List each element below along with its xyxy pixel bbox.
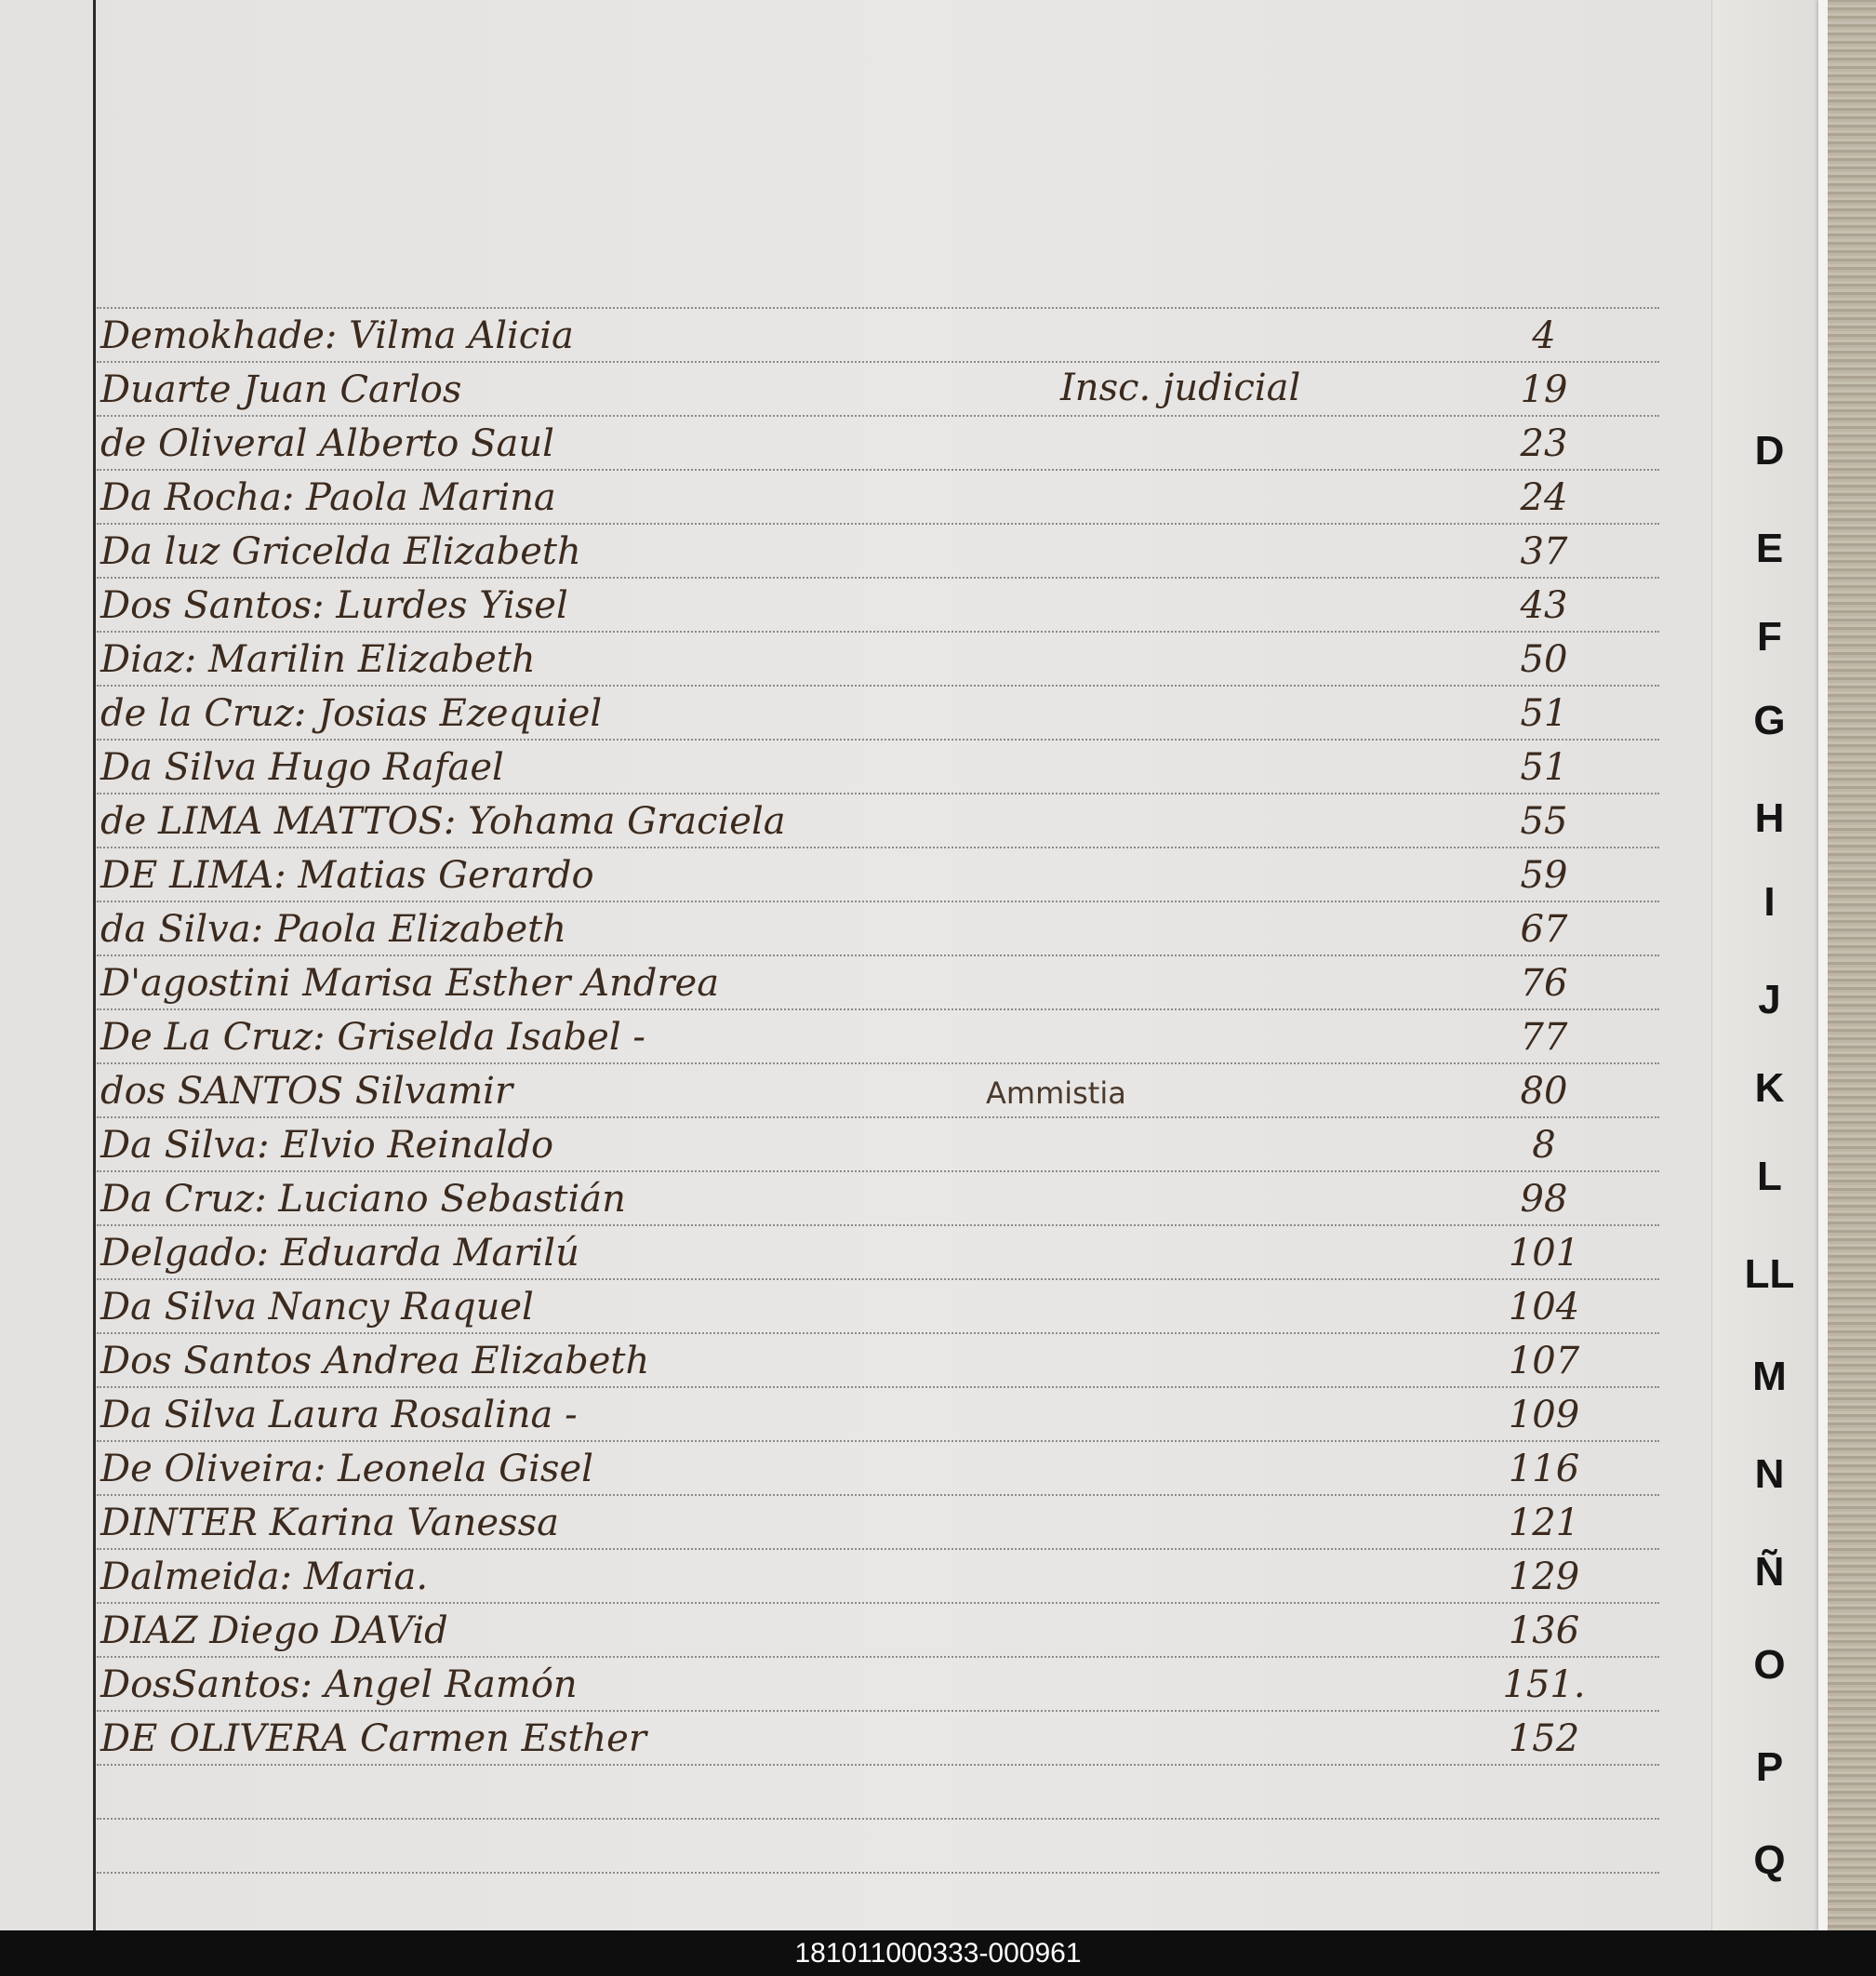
ledger-entry — [0, 1386, 1656, 1438]
entry-name: de la Cruz: Josias Ezequiel — [100, 692, 603, 735]
entry-name: Dos Santos Andrea Elizabeth — [100, 1340, 650, 1382]
entry-page-number: 77 — [1520, 1016, 1568, 1059]
entry-page-number: 55 — [1520, 800, 1568, 843]
entry-name: Da Rocha: Paola Marina — [100, 476, 556, 519]
entry-page-number: 152 — [1508, 1717, 1580, 1760]
index-tab-k[interactable]: K — [1754, 1065, 1785, 1111]
entry-page-number: 98 — [1520, 1178, 1568, 1221]
entry-page-number: 51 — [1520, 746, 1568, 789]
entry-page-number: 43 — [1520, 584, 1568, 627]
index-tab-n[interactable]: N — [1754, 1451, 1785, 1497]
entry-page-number: 101 — [1508, 1232, 1580, 1275]
index-tab-m[interactable]: M — [1752, 1354, 1787, 1399]
index-tab-p[interactable]: P — [1755, 1744, 1784, 1790]
entry-name: DE LIMA: Matias Gerardo — [100, 854, 594, 897]
ledger-entry — [0, 1332, 1656, 1384]
ledger-entry — [0, 901, 1656, 953]
ledger-entry — [0, 523, 1656, 575]
ledger-entry — [0, 1278, 1656, 1330]
entry-name: Demokhade: Vilma Alicia — [100, 314, 574, 357]
index-tab-q[interactable]: Q — [1753, 1837, 1786, 1883]
entry-page-number: 151. — [1502, 1663, 1586, 1706]
ledger-entry — [0, 361, 1656, 413]
ledger-entry — [0, 631, 1656, 683]
entry-page-number: 37 — [1520, 530, 1568, 573]
entry-name: De La Cruz: Griselda Isabel - — [100, 1016, 645, 1059]
ledger-entry — [0, 577, 1656, 629]
ledger-entry — [0, 1008, 1656, 1061]
entry-name: Da Cruz: Luciano Sebastián — [100, 1178, 626, 1221]
entry-page-number: 19 — [1520, 368, 1568, 411]
ledger-entry — [0, 415, 1656, 467]
ledger-entry — [0, 847, 1656, 899]
ruled-line — [97, 1764, 1659, 1766]
index-tab-e[interactable]: E — [1755, 526, 1784, 571]
ledger-entry — [0, 1494, 1656, 1546]
ledger-entry — [0, 1440, 1656, 1492]
index-tab-f[interactable]: F — [1757, 614, 1782, 660]
entry-page-number: 129 — [1508, 1555, 1580, 1598]
entry-name: Da Silva Hugo Rafael — [100, 746, 504, 789]
ledger-entry — [0, 1062, 1656, 1115]
entry-page-number: 50 — [1520, 638, 1568, 681]
ledger-entry — [0, 1224, 1656, 1276]
index-tab-h[interactable]: H — [1754, 795, 1785, 841]
entry-page-number: 51 — [1520, 692, 1568, 735]
entry-name: Da Silva: Elvio Reinaldo — [100, 1124, 554, 1167]
entry-name: Delgado: Eduarda Marilú — [100, 1232, 579, 1275]
entry-page-number: 104 — [1508, 1286, 1580, 1328]
entry-page-number: 4 — [1532, 314, 1556, 357]
ruled-line — [97, 1872, 1659, 1874]
index-tab-j[interactable]: J — [1758, 977, 1781, 1022]
ledger-entry — [0, 1116, 1656, 1168]
entry-name: Dos Santos: Lurdes Yisel — [100, 584, 568, 627]
entry-name: dos SANTOS Silvamir — [100, 1070, 513, 1113]
ledger-entry — [0, 739, 1656, 791]
index-tab-n-tilde[interactable]: Ñ — [1754, 1549, 1785, 1595]
index-tab-l[interactable]: L — [1757, 1154, 1782, 1199]
index-tab-ll[interactable]: LL — [1744, 1251, 1795, 1297]
index-tab-i[interactable]: I — [1763, 879, 1776, 925]
entry-page-number: 107 — [1508, 1340, 1580, 1382]
ledger-entry — [0, 1548, 1656, 1600]
ledger-entry — [0, 955, 1656, 1007]
entry-page-number: 80 — [1520, 1070, 1568, 1113]
entry-name: de LIMA MATTOS: Yohama Graciela — [100, 800, 786, 843]
ledger-entry — [0, 469, 1656, 521]
entry-note: Ammistia — [986, 1075, 1126, 1111]
entry-name: Dalmeida: Maria. — [100, 1555, 429, 1598]
index-tab-d[interactable]: D — [1754, 428, 1785, 474]
entry-name: de Oliveral Alberto Saul — [100, 422, 554, 465]
entry-name: D'agostini Marisa Esther Andrea — [100, 962, 720, 1005]
document-id-footer: 181011000333-000961 — [0, 1930, 1876, 1976]
ledger-entry — [0, 793, 1656, 845]
ledger-entry — [0, 1170, 1656, 1222]
ledger-entry — [0, 1710, 1656, 1762]
entry-name: DosSantos: Angel Ramón — [100, 1663, 578, 1706]
entry-page-number: 76 — [1520, 962, 1568, 1005]
entry-page-number: 67 — [1520, 908, 1568, 951]
ledger-entry — [0, 307, 1656, 359]
page-edge — [1818, 0, 1828, 1930]
entry-page-number: 121 — [1508, 1502, 1580, 1544]
entry-name: Da Silva Laura Rosalina - — [100, 1394, 578, 1436]
entry-name: DIAZ Diego DAVid — [100, 1609, 448, 1652]
ledger-entry — [0, 1602, 1656, 1654]
entry-name: Da Silva Nancy Raquel — [100, 1286, 534, 1328]
entry-name: Duarte Juan Carlos — [100, 368, 462, 411]
entry-page-number: 136 — [1508, 1609, 1580, 1652]
entry-name: Diaz: Marilin Elizabeth — [100, 638, 536, 681]
entry-note: Insc. judicial — [1060, 367, 1301, 409]
entry-name: De Oliveira: Leonela Gisel — [100, 1448, 593, 1490]
entry-name: DE OLIVERA Carmen Esther — [100, 1717, 646, 1760]
entry-name: DINTER Karina Vanessa — [100, 1502, 559, 1544]
entry-page-number: 109 — [1508, 1394, 1580, 1436]
ruled-line — [97, 1818, 1659, 1820]
index-tab-o[interactable]: O — [1753, 1642, 1786, 1688]
entry-page-number: 24 — [1520, 476, 1568, 519]
index-tab-g[interactable]: G — [1753, 698, 1786, 743]
entry-page-number: 8 — [1532, 1124, 1556, 1167]
book-cover — [1828, 0, 1876, 1930]
entry-page-number: 116 — [1508, 1448, 1580, 1490]
ledger-entry — [0, 685, 1656, 737]
entry-page-number: 23 — [1520, 422, 1568, 465]
index-tab-strip — [1711, 0, 1829, 1930]
entry-name: Da luz Gricelda Elizabeth — [100, 530, 581, 573]
ledger-entry — [0, 1656, 1656, 1708]
entry-page-number: 59 — [1520, 854, 1568, 897]
entry-name: da Silva: Paola Elizabeth — [100, 908, 567, 951]
